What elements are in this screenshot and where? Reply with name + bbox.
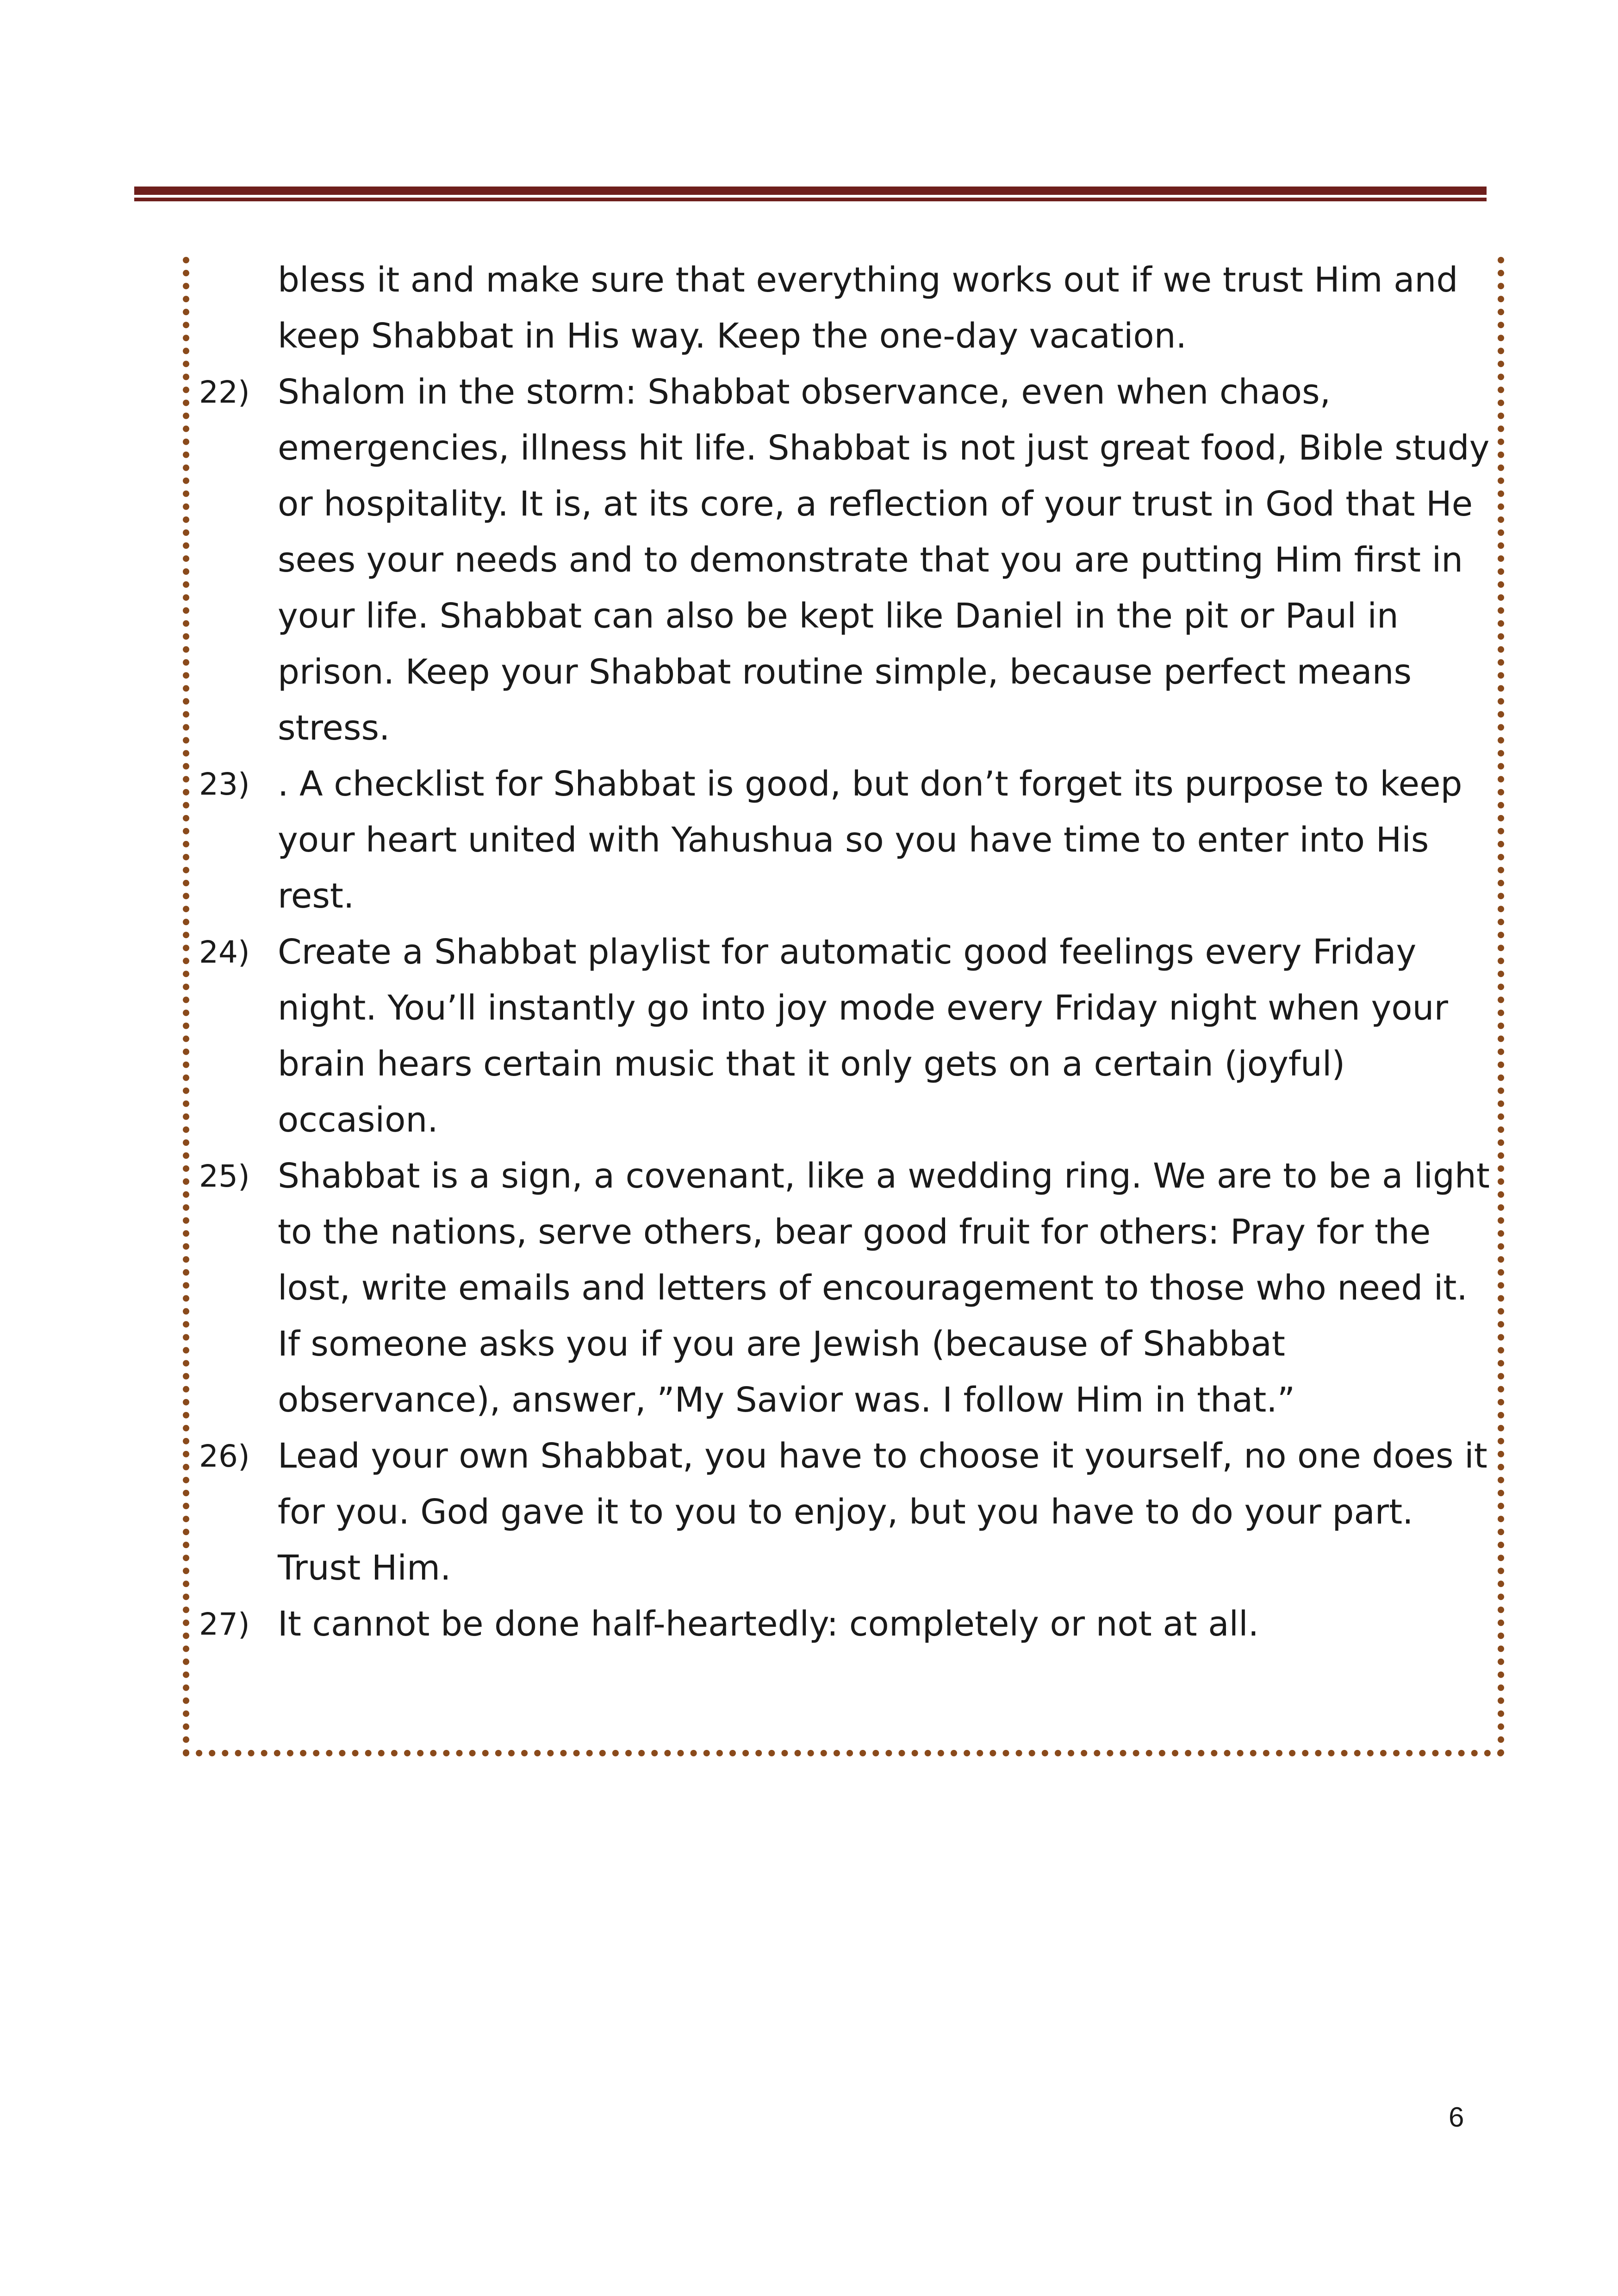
list-item (199, 1148, 1495, 1428)
list-item (199, 756, 1495, 924)
header-rule-thick (134, 187, 1487, 195)
item-number: 24) (199, 934, 250, 970)
list-item (199, 1596, 1495, 1652)
item-number: 27) (199, 1606, 250, 1642)
list-item (199, 364, 1495, 756)
list-item (199, 1428, 1495, 1596)
item-number: 26) (199, 1438, 250, 1474)
item-number: 22) (199, 374, 250, 410)
item-text: Create a Shabbat playlist for automatic good feelings every Friday night. You’ll instantly go into joy mode every Friday night when your brain hears certain music that it only gets on a certain (joyful) occasion. (278, 932, 1448, 1140)
continued-paragraph: bless it and make sure that everything works out if we trust Him and keep Shabbat in His way. Keep the one-day vacation. (278, 260, 1458, 356)
item-number: 23) (199, 766, 250, 802)
item-number: 25) (199, 1158, 250, 1194)
list-content (199, 252, 1495, 1652)
list-item (199, 924, 1495, 1148)
header-rule (134, 187, 1487, 201)
header-rule-thin (134, 198, 1487, 201)
item-text: . A checklist for Shabbat is good, but don’t forget its purpose to keep your heart united with Yahushua so you have time to enter into His rest. (278, 764, 1462, 916)
page-number: 6 (1449, 2102, 1464, 2133)
item-text: Shabbat is a sign, a covenant, like a wedding ring. We are to be a light to the nations, serve others, bear good fruit for others: Pray for the lost, write emails and letters of encouragement to those who need it. If someone asks you if you are Jewish (because of Shabbat observance), answer, ”My Savior was. I follow Him in that.” (278, 1156, 1490, 1420)
item-text: Lead your own Shabbat, you have to choose it yourself, no one does it for you. God gave it to you to enjoy, but you have to do your part. Trust Him. (278, 1436, 1487, 1588)
item-text: It cannot be done half-heartedly: completely or not at all. (278, 1604, 1259, 1644)
item-text: Shalom in the storm: Shabbat observance, even when chaos, emergencies, illness hit life. Shabbat is not just great food, Bible study or hospitality. It is, at its core, a reflection of your trust in God that He sees your needs and to demonstrate that you are putting Him first in your life. Shabbat can also be kept like Daniel in the pit or Paul in prison. Keep your Shabbat routine simple, because perfect means stress. (278, 372, 1490, 748)
